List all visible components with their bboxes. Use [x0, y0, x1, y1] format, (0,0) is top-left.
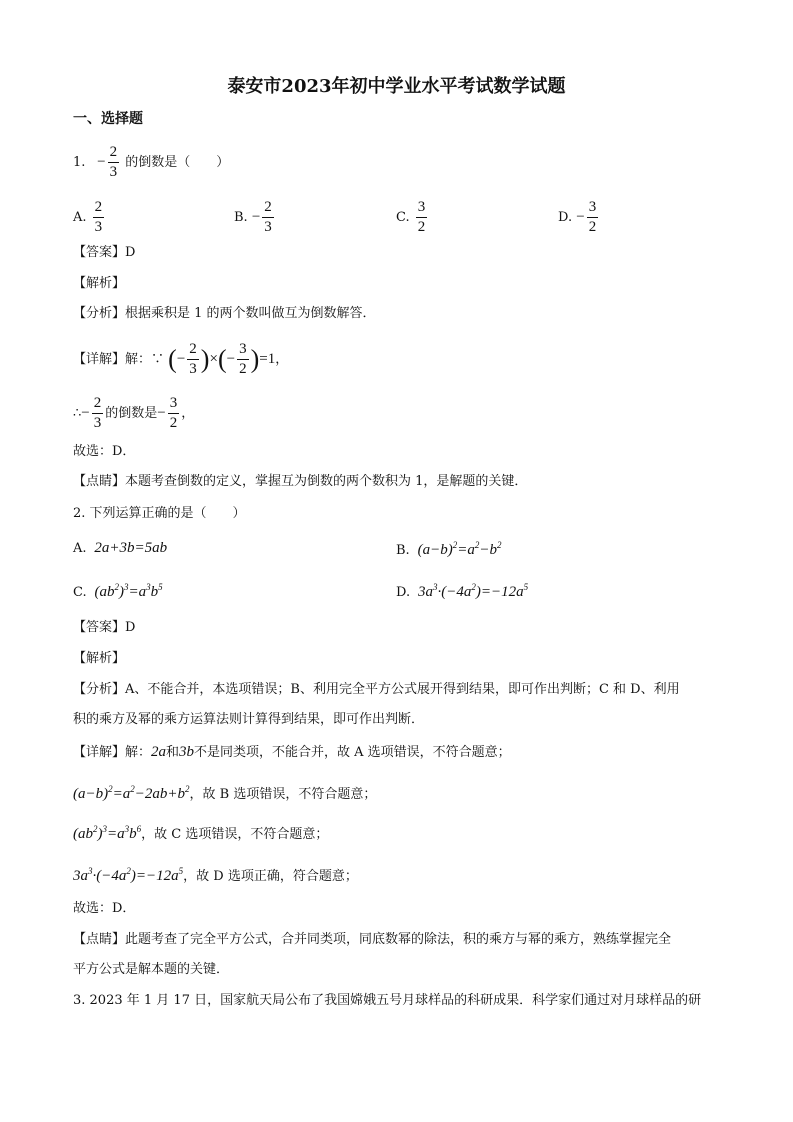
q2-detail-a: 【详解】解：2a和3b不是同类项，不能合并，故 A 选项错误，不符合题意；: [73, 744, 511, 760]
q2-choose: 故选：D．: [73, 901, 136, 916]
q1-option-b: B. − $\frac{2}{3}$: [234, 199, 272, 235]
q2-option-a: A. 2a+3b=5ab: [73, 540, 168, 556]
q2-analysis-line1: 【分析】A、不能合并，本选项错误；B、利用完全平方公式展开得到结果，即可作出判断；C 和 D、利用: [73, 682, 680, 697]
q2-option-c: C. $(ab^2)^3=a^3b^5$: [73, 582, 163, 600]
q2-option-d: D. $3a^3\cdot(-4a^2)=-12a^5$: [396, 582, 529, 600]
q2-answer: 【答案】D: [73, 620, 136, 635]
q3-stem: 3. 2023 年 1 月 17 日，国家航天局公布了我国嫦娥五号月球样品的科研成果．科学家们通过对月球样品的研: [73, 993, 702, 1008]
q1-number: 1.: [73, 154, 86, 170]
q1-analysis: 【分析】根据乘积是 1 的两个数叫做互为倒数解答．: [73, 306, 376, 321]
q2-detail-d: $3a^3\cdot(-4a^2)=-12a^5$，故 D 选项正确，符合题意；: [73, 866, 358, 884]
q1-therefore: ∴− $\frac{2}{3}$ 的倒数是− $\frac{3}{2}$ ，: [73, 395, 195, 431]
q1-answer: 【答案】D: [73, 245, 136, 260]
q1-stem-text: 的倒数是（ ）: [125, 154, 230, 170]
q2-detail-b: $(a-b)^2=a^2-2ab+b^2$，故 B 选项错误，不符合题意；: [73, 784, 377, 802]
q1-detail: 【详解】解：∵ (− $\frac{2}{3}$ )×(− $\frac{3}{2}$ )=1，: [73, 341, 289, 377]
q1-analysis-tag: 【解析】: [73, 276, 126, 291]
q1-choose: 故选：D．: [73, 444, 136, 459]
q2-comment-line2: 平方公式是解本题的关键．: [73, 962, 230, 977]
q1-stem: [73, 145, 229, 180]
q1-option-a: A. $\frac{2}{3}$: [73, 199, 103, 235]
q1-comment: 【点睛】本题考查倒数的定义，掌握互为倒数的两个数积为 1，是解题的关键．: [73, 474, 528, 489]
q2-stem: 2. 下列运算正确的是（ ）: [73, 506, 246, 521]
q2-option-b: B. $(a-b)^2=a^2-b^2$: [396, 540, 502, 558]
q2-comment-line1: 【点睛】此题考查了完全平方公式，合并同类项，同底数幂的除法，积的乘方与幂的乘方，熟练掌握完全: [73, 932, 672, 947]
page-title: 泰安市2023年初中学业水平考试数学试题: [227, 76, 566, 97]
q1-option-d: D. − $\frac{3}{2}$: [558, 199, 597, 235]
q1-option-c: C. $\frac{3}{2}$: [396, 199, 426, 235]
q1-fraction: − $\frac{2}{3}$: [97, 144, 118, 180]
q2-analysis-line2: 积的乘方及幂的乘方运算法则计算得到结果，即可作出判断．: [73, 712, 425, 727]
section-heading: 一、选择题: [73, 111, 143, 127]
q2-detail-c: $(ab^2)^3=a^3b^6$，故 C 选项错误，不符合题意；: [73, 824, 329, 842]
q2-analysis-tag: 【解析】: [73, 651, 126, 666]
